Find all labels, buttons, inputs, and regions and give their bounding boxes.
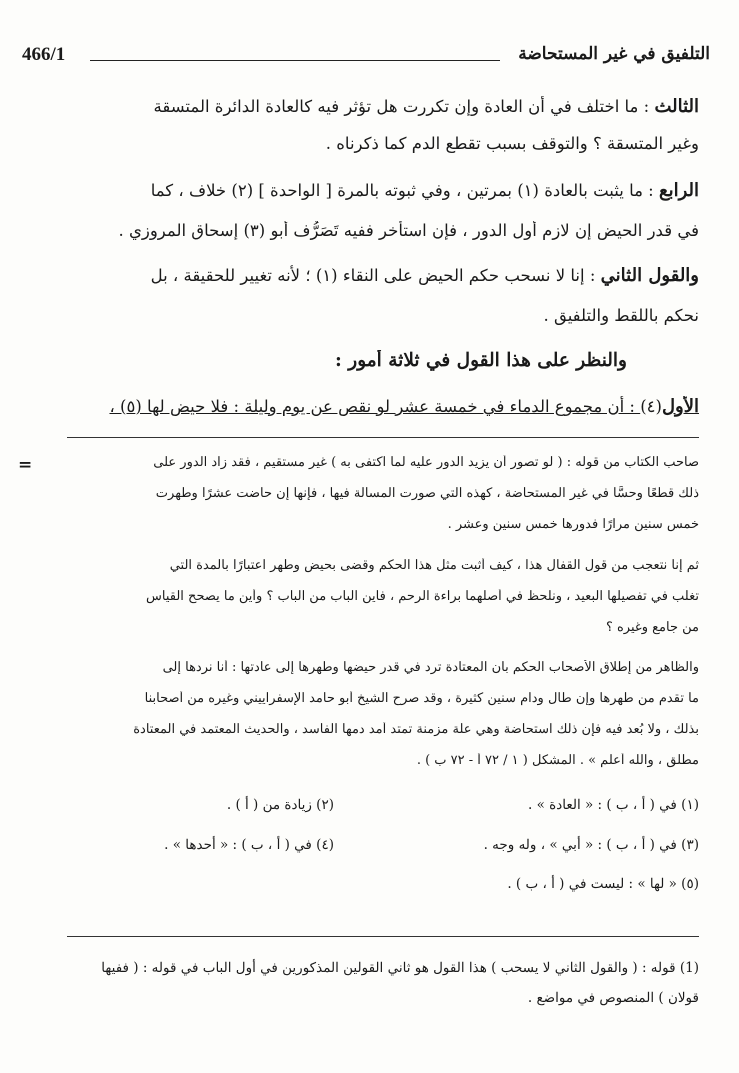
body-text: نحكم باللقط والتلفيق . [543, 306, 699, 325]
body-text: وغير المتسقة ؟ والتوقف بسبب تقطع الدم كما ذكرناه . [325, 134, 699, 153]
commentary-line: بذلك ، ولا بُعد فيه فإن ذلك استحاضة وهي علة مزمنة تمتد أمد دمها الفاسد ، والحديث المعتمد في المعتادة [133, 722, 699, 737]
paragraph-lead: الرابع [658, 180, 699, 201]
body-text: في قدر الحيض إن لازم أول الدور ، فإن استأخر ففيه تَصَرُّف أبو (٣) إسحاق المروزي . [118, 221, 699, 240]
continuation-mark: = [18, 455, 33, 475]
running-header [22, 44, 710, 74]
commentary-line: تغلب في تفصيلها البعيد ، ونلحظ في أصلهما براءة الرحم ، فأين الباب من الباب ؟ وأين ما يصحح القياس [146, 589, 699, 604]
body-text: : ما اختلف في أن العادة وإن تكررت هل تؤثر فيه كالعادة الدائرة المتسقة [153, 97, 655, 116]
body-text: : إنا لا نسحب حكم الحيض على النقاء (١) ؛ لأنه تغيير للحقيقة ، بل [150, 266, 601, 285]
commentary-line: ثم إنا نتعجب من قول القفال هذا ، كيف أثبت مثل هذا الحكم وقضى بحيض وطهر اعتبارًا بالمدة التي [169, 558, 699, 573]
variant-note: (٢) زيادة من ( أ ) . [226, 797, 334, 813]
commentary-line: ذلك قطعًا وحسًّا في غير المستحاضة ، كهذه التي صورت المسألة فيها ، فإنها إن حاضت عشرًا وطهرت [155, 486, 699, 501]
footnote-mark: (٤) [640, 397, 662, 416]
body-line [67, 306, 699, 325]
running-title: التلفيق في غير المستحاضة [518, 44, 710, 64]
commentary-line: ما تقدم من طهرها وإن طال ودام سنين كثيرة ، وقد صرح الشيخ أبو حامد الإسفراييني وغيره من أصحابنا [144, 691, 699, 706]
footnote-divider [67, 936, 699, 937]
section-heading: والنظر على هذا القول في ثلاثة أمور : [335, 350, 627, 371]
commentary-line: والظاهر من إطلاق الأصحاب الحكم بأن المعتادة ترد في قدر حيضها وطهرها إلى عادتها : أنا نردها إلى [162, 660, 699, 675]
commentary-line: مطلق ، والله أعلم » . المشكل ( ١ / ٧٢ أ - ٧٢ ب ) . [416, 753, 699, 768]
body-line [67, 96, 699, 117]
body-line [67, 221, 699, 240]
divider [67, 437, 699, 438]
body-line [67, 134, 699, 153]
paragraph-lead: الثالث [654, 96, 699, 117]
first-item-line [67, 396, 699, 417]
body-line [67, 180, 699, 201]
commentary-line: خمس سنين مرارًا فدورها خمس سنين وعشر . [447, 517, 699, 532]
commentary-line: صاحب الكتاب من قوله : ( لو تصور أن يزيد الدور عليه لما اكتفى به ) غير مستقيم ، فقد زاد الدور على [153, 455, 699, 470]
variant-note: (٣) في ( أ ، ب ) : « أبي » ، وله وجه . [483, 837, 699, 853]
paragraph-lead: الأول [661, 396, 699, 417]
footnote-line: قولان ) المنصوص في مواضع . [527, 990, 699, 1006]
variant-note: (٤) في ( أ ، ب ) : « أحدها » . [164, 837, 334, 853]
variant-note: (١) في ( أ ، ب ) : « العادة » . [527, 797, 699, 813]
footnote-line: (1) قوله : ( والقول الثاني لا يسحب ) هذا القول هو ثاني القولين المذكورين في أول الباب في قوله : ( ففيها [101, 960, 699, 976]
variant-note: (٥) « لها » : ليست في ( أ ، ب ) . [507, 876, 699, 892]
page-number: 466/1 [22, 44, 66, 65]
body-text: : ما يثبت بالعادة (١) بمرتين ، وفي ثبوته بالمرة [ الواحدة ] (٢) خلاف ، كما [150, 181, 659, 200]
body-text: : أن مجموع الدماء في خمسة عشر لو نقص عن يوم وليلة : فلا حيض لها (٥) ، [109, 397, 641, 416]
header-rule [90, 60, 500, 61]
body-line [67, 265, 699, 286]
commentary-line: من جامع وغيره ؟ [605, 620, 699, 635]
paragraph-lead: والقول الثاني [600, 265, 699, 286]
